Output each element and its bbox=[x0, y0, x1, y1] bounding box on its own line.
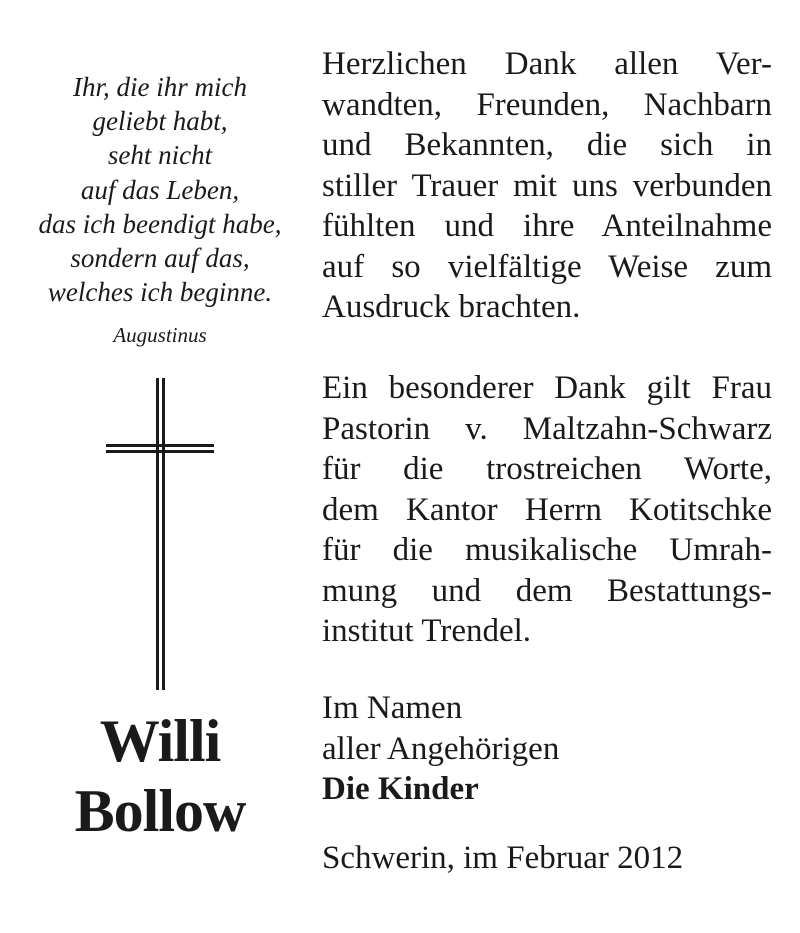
text-line: auf so vielfältige Weise zum bbox=[322, 248, 772, 285]
poem-line: welches ich beginne. bbox=[47, 277, 273, 308]
text-line: für die trostreichen Worte, bbox=[322, 451, 772, 487]
left-column bbox=[0, 0, 320, 933]
text-line: dem Kantor Herrn Kotitschke bbox=[322, 491, 772, 528]
text-line: Herzlichen Dank allen Ver- bbox=[322, 46, 772, 82]
memorial-poem bbox=[12, 70, 308, 309]
place-date bbox=[322, 838, 772, 879]
signature-line: aller Angehörigen bbox=[322, 730, 560, 767]
text-line: Ausdruck brachten. bbox=[322, 289, 581, 325]
thanks-paragraph-1 bbox=[322, 44, 772, 328]
poem-line: auf das Leben, bbox=[80, 174, 240, 205]
text-line: wandten, Freunden, Nachbarn bbox=[322, 86, 772, 123]
poem-line: das ich beendigt habe, bbox=[38, 208, 282, 239]
text-line: institut Trendel. bbox=[322, 613, 532, 649]
text-line: mung und dem Bestattungs- bbox=[322, 572, 772, 609]
signature-line: Im Namen bbox=[322, 690, 463, 726]
poem-line: geliebt habt, bbox=[92, 106, 228, 137]
signature-signer: Die Kinder bbox=[322, 771, 479, 807]
text-line: stiller Trauer mit uns verbunden bbox=[322, 167, 772, 204]
text-line: und Bekannten, die sich in bbox=[322, 127, 772, 163]
place-date-text: Schwerin, im Februar 2012 bbox=[322, 840, 684, 876]
text-line: Pastorin v. Maltzahn-Schwarz bbox=[322, 410, 772, 447]
poem-line: seht nicht bbox=[107, 140, 213, 171]
text-line: für die musikalische Umrah- bbox=[322, 532, 772, 568]
cross-icon bbox=[106, 378, 214, 690]
poem-line: sondern auf das, bbox=[70, 243, 250, 274]
first-name: Willi bbox=[99, 708, 221, 774]
poem-author: Augustinus bbox=[113, 323, 207, 347]
text-line: fühlten und ihre Anteilnahme bbox=[322, 208, 772, 244]
text-line: Ein besonderer Dank gilt Frau bbox=[322, 370, 772, 406]
last-name: Bollow bbox=[74, 778, 246, 844]
deceased-name bbox=[20, 706, 300, 846]
thanks-paragraph-2 bbox=[322, 368, 772, 652]
poem-line: Ihr, die ihr mich bbox=[73, 72, 247, 102]
signature bbox=[322, 688, 772, 810]
